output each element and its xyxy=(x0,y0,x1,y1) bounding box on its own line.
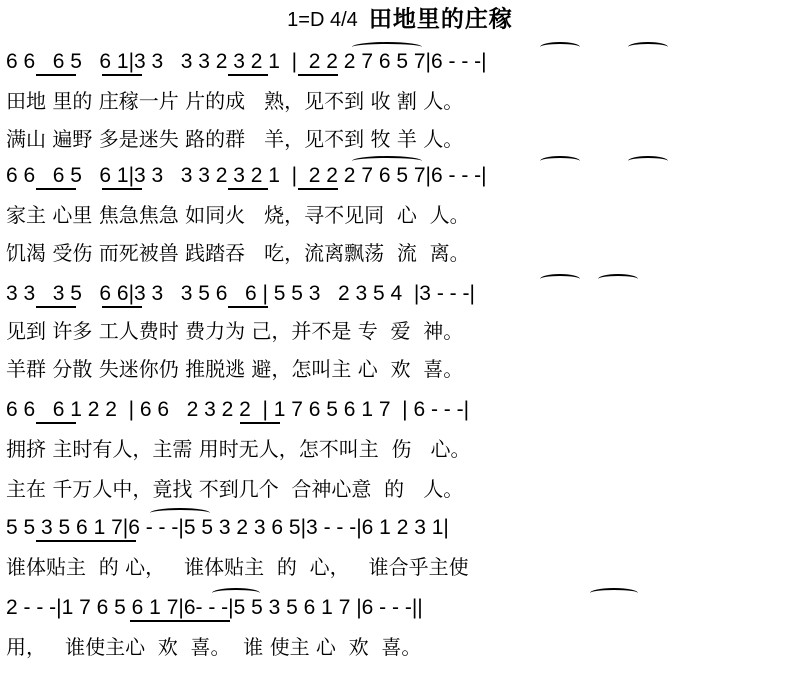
lyric-line: 拥挤 主时有人，主需 用时无人，怎不叫主 伤 心。 xyxy=(6,437,471,461)
song-title-row xyxy=(0,4,800,34)
beam-underline xyxy=(130,620,230,622)
notation-line: 6 6 6 1 2 2 | 6 6 2 3 2 2 | 1 7 6 5 6 1 7 | 6 - - -| xyxy=(6,398,470,421)
beam-underline xyxy=(228,74,268,76)
key-signature: 1=D 4/4 xyxy=(287,8,358,31)
slur-mark xyxy=(212,588,260,598)
lyric-line: 羊群 分散 失迷你仍 推脱逃 避，怎叫主 心 欢 喜。 xyxy=(6,357,464,381)
lyric-line: 满山 遍野 多是迷失 路的群 羊，见不到 牧 羊 人。 xyxy=(6,127,464,151)
beam-underline xyxy=(36,188,76,190)
slur-mark xyxy=(540,42,580,52)
notation-line: 2 - - -|1 7 6 5 6 1 7|6- - -|5 5 3 5 6 1 7 |6 - - -|| xyxy=(6,596,423,619)
beam-underline xyxy=(36,540,136,542)
beam-underline xyxy=(298,74,338,76)
slur-mark xyxy=(628,156,668,166)
slur-mark xyxy=(590,588,638,598)
lyric-line: 主在 千万人中，竟找 不到几个 合神心意 的 人。 xyxy=(6,477,464,501)
lyric-line: 家主 心里 焦急焦急 如同火 烧，寻不见同 心 人。 xyxy=(6,203,470,227)
beam-underline xyxy=(36,306,76,308)
notation-line: 6 6 6 5 6 1|3 3 3 3 2 3 2 1 | 2 2 2 7 6 5 7|6 - - -| xyxy=(6,164,487,187)
slur-mark xyxy=(540,274,580,284)
beam-underline xyxy=(102,74,142,76)
lyric-line: 谁体贴主 的 心， 谁体贴主 的 心， 谁合乎主使 xyxy=(6,555,469,579)
slur-mark xyxy=(150,508,210,518)
beam-underline xyxy=(228,306,268,308)
notation-line: 6 6 6 5 6 1|3 3 3 3 2 3 2 1 | 2 2 2 7 6 5 7|6 - - -| xyxy=(6,50,487,73)
lyric-line: 田地 里的 庄稼一片 片的成 熟，见不到 收 割 人。 xyxy=(6,89,464,113)
lyric-line: 见到 许多 工人费时 费力为 己，并不是 专 爱 神。 xyxy=(6,319,464,343)
notation-line: 3 3 3 5 6 6|3 3 3 5 6 6 | 5 5 3 2 3 5 4 |3 - - -| xyxy=(6,282,475,305)
lyric-line: 饥渴 受伤 而死被兽 践踏吞 吃，流离飘荡 流 离。 xyxy=(6,241,470,265)
beam-underline xyxy=(102,188,142,190)
beam-underline xyxy=(298,188,338,190)
beam-underline xyxy=(102,306,142,308)
slur-mark xyxy=(352,156,422,166)
beam-underline xyxy=(240,422,280,424)
beam-underline xyxy=(228,188,268,190)
slur-mark xyxy=(352,42,422,52)
beam-underline xyxy=(36,422,76,424)
slur-mark xyxy=(628,42,668,52)
lyric-line: 用， 谁使主心 欢 喜。 谁 使主 心 欢 喜。 xyxy=(6,635,422,659)
slur-mark xyxy=(598,274,638,284)
song-title: 田地里的庄稼 xyxy=(368,6,513,33)
slur-mark xyxy=(540,156,580,166)
notation-line: 5 5 3 5 6 1 7|6 - - -|5 5 3 2 3 6 5|3 - - -|6 1 2 3 1| xyxy=(6,516,449,539)
beam-underline xyxy=(36,74,76,76)
